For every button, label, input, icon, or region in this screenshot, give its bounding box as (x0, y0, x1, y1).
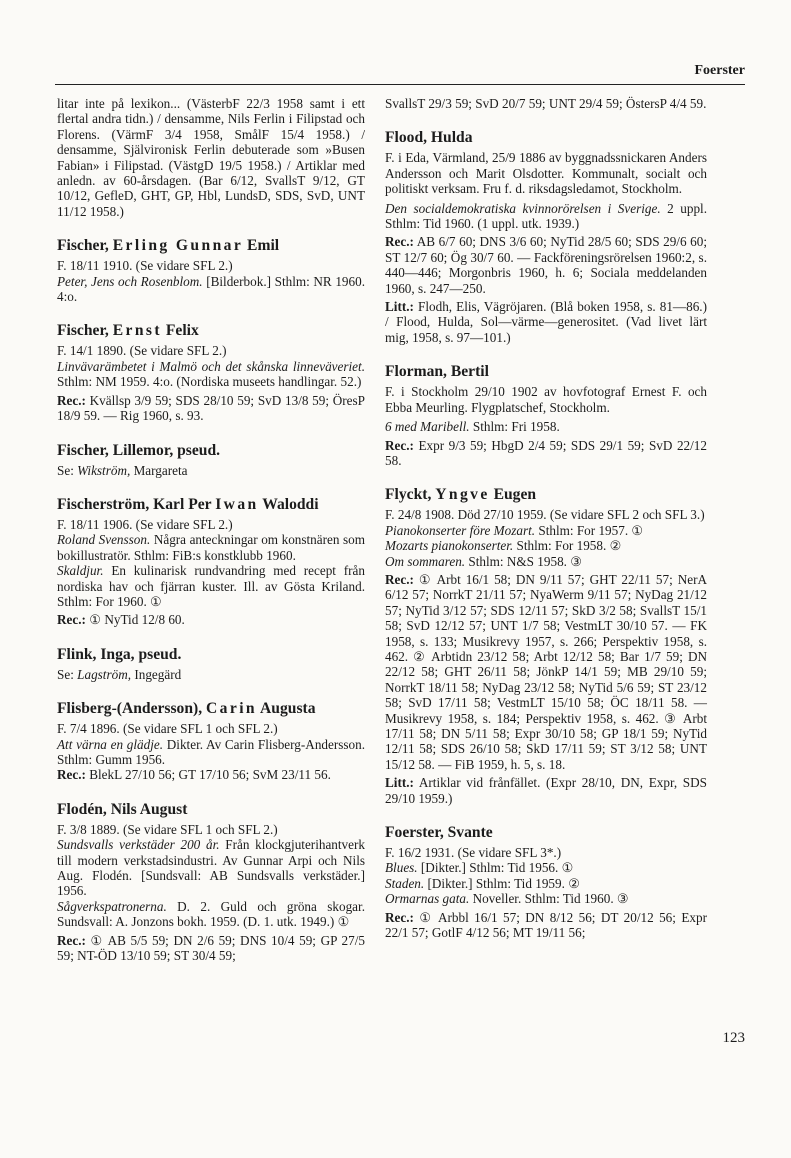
entry-reviews: Rec.: ① NyTid 12/8 60. (57, 612, 185, 628)
entry-birth: F. 3/8 1889. (Se vidare SFL 1 och SFL 2.) (57, 821, 278, 837)
entry-literature: Litt.: Artiklar vid frånfället. (Expr 28/10, DN, Expr, SDS 29/10 1959.) (385, 775, 707, 806)
entry-heading: Florman, Bertil (385, 363, 489, 381)
entry-work: Mozarts pianokonserter. Sthlm: For 1958. ② (385, 538, 622, 554)
page-number: 123 (722, 1030, 745, 1046)
entry-see-also: Se: Lagström, Ingegärd (57, 666, 182, 682)
entry-work: Ormarnas gata. Noveller. Sthlm: Tid 1960. ③ (385, 891, 629, 907)
entry-work: Sundsvalls verkstäder 200 år. Från klockgjuterihantverk till modern verkstadsindustri. Av Gunnar Arpi och Nils Aug. Flodén. [Sundsvall: AB Sundsvalls verkstäder.] 1956. (57, 837, 365, 899)
entry-heading: Fischer, Erling Gunnar Emil (57, 237, 280, 255)
entry-heading: Fischerström, Karl Per Iwan Waloddi (57, 495, 319, 513)
entry-heading: Foerster, Svante (385, 824, 493, 842)
entry-work: Om sommaren. Sthlm: N&S 1958. ③ (385, 553, 583, 569)
entry-reviews: Rec.: AB 6/7 60; DNS 3/6 60; NyTid 28/5 60; SDS 29/6 60; ST 12/7 60; Ög 30/7 60. — Fackföreningsrörelsen 1960:2, s. 440—446; Morgonbris 1960, h. 6; Sociala meddelanden 1960, s. 247—250. (385, 234, 707, 296)
entry-heading: Flyckt, Yngve Eugen (385, 486, 537, 504)
entry-work: Sågverkspatronerna. D. 2. Guld och gröna skogar. Sundsvall: A. Jonzons bokh. 1959. (D. 1. utk. 1949.) ① (57, 898, 365, 930)
entry-birth: F. 18/11 1906. (Se vidare SFL 2.) (57, 516, 233, 532)
entry-work: Peter, Jens och Rosenblom. [Bilderbok.] Sthlm: NR 1960. 4:o. (57, 273, 366, 305)
entry-birth: F. 14/1 1890. (Se vidare SFL 2.) (57, 343, 227, 359)
entry-reviews: Rec.: ① Arbbl 16/1 57; DN 8/12 56; DT 20/12 56; Expr 22/1 57; GotlF 4/12 56; MT 19/11 56; (385, 909, 707, 941)
entry-heading: Flink, Inga, pseud. (57, 645, 182, 663)
entry-work: Att värna en glädje. Dikter. Av Carin Flisberg-Andersson. Sthlm: Gumm 1956. (57, 736, 365, 767)
entry-reviews: Rec.: BlekL 27/10 56; GT 17/10 56; SvM 23/11 56. (57, 767, 331, 783)
entry-reviews: Rec.: Kvällsp 3/9 59; SDS 28/10 59; SvD 13/8 59; ÖresP 18/9 59. — Rig 1960, s. 93. (57, 392, 365, 424)
header-rule (55, 84, 745, 85)
entry-birth: F. 18/11 1910. (Se vidare SFL 2.) (57, 258, 233, 274)
entry-work: Linvävarämbetet i Malmö och det skånska linneväveriet. Sthlm: NM 1959. 4:o. (Nordiska museets handlingar. 52.) (57, 358, 365, 390)
entry-heading: Fischer, Ernst Felix (57, 322, 199, 340)
entry-birth: F. i Eda, Värmland, 25/9 1886 av byggnadssnickaren Anders Andersson och Marit Olsdotter. Kommunalt, socialt och politiskt verksam. Fru f. d. riksdagsledamot, Stockholm. (385, 150, 707, 197)
left-column (57, 96, 365, 963)
entry-work: Skaldjur. En kulinarisk rundvandring med recept från nordiska hav och fjärran kuster. Ill. av Gösta Kriland. Sthlm: For 1960. ① (57, 563, 365, 609)
entry-work: Pianokonserter före Mozart. Sthlm: For 1957. ① (385, 522, 644, 538)
entry-heading: Fischer, Lillemor, pseud. (57, 441, 221, 459)
entry-birth: F. 24/8 1908. Död 27/10 1959. (Se vidare SFL 2 och SFL 3.) (385, 507, 705, 523)
entry-heading: Flisberg-(Andersson), Carin Augusta (57, 700, 316, 718)
entry-literature: Litt.: Flodh, Elis, Vägröjaren. (Blå boken 1958, s. 81—86.) / Flood, Hulda, Sol—värme—generositet. (Vad livet lärt mig, 1958, s. 97—101.) (385, 299, 707, 345)
continued-text: SvallsT 29/3 59; SvD 20/7 59; UNT 29/4 59; ÖstersP 4/4 59. (385, 96, 707, 111)
entry-heading: Flood, Hulda (385, 129, 473, 147)
entry-reviews: Rec.: ① AB 5/5 59; DN 2/6 59; DNS 10/4 59; GP 27/5 59; NT-ÖD 13/10 59; ST 30/4 59; (57, 932, 365, 964)
entry-work: Staden. [Dikter.] Sthlm: Tid 1959. ② (385, 875, 581, 891)
entry-reviews: Rec.: Expr 9/3 59; HbgD 2/4 59; SDS 29/1 59; SvD 22/12 58. (385, 437, 707, 468)
continued-text: litar inte på lexikon... (VästerbF 22/3 1958 samt i ett flertal andra tidn.) / densamme, Nils Ferlin i Filipstad och Florens. (VärmF 3/4 1958, SmålF 15/4 1958.) / densamme, Självironisk Ferlin debuterade som »Busen Fabian» i Filipstad. (VästgD 19/5 1958.) / Artiklar med anledn. av 60-årsdagen. (Bar 6/12, SvallsT 9/12, GT 10/12, GefleD, GHT, GP, Hbl, LundsD, SDS, SvD, UNT 11/12 1958.) (57, 96, 365, 219)
right-column (385, 96, 707, 940)
entry-birth: F. 7/4 1896. (Se vidare SFL 1 och SFL 2.) (57, 721, 278, 737)
running-header: Foerster (694, 63, 745, 78)
entry-heading: Flodén, Nils August (57, 800, 188, 818)
entry-reviews: Rec.: ① Arbt 16/1 58; DN 9/11 57; GHT 22/11 57; NerA 6/12 57; NorrkT 21/11 57; NyaWerm 9/11 57; NyDag 21/12 57; NyTid 3/12 57; SDS 12/11 57; SkD 3/2 58; SvallsT 15/1 58; SvD 12/12 57; UNT 1/7 58; VestmLT 30/10 57. — FK 1958, s. 133; Musikrevy 1957, s. 266; Perspektiv 1958, s. 462. ② Arbtidn 23/12 58; Arbt 12/12 58; Bar 1/7 59; DN 22/12 58; GHT 26/11 58; JönkP 14/1 59; MB 29/10 59; NorrkT 18/11 58; NyDag 23/12 58; NyTid 5/6 59; ST 23/12 58; SvD 17/11 58; VestmLT 15/10 58; ÖC 18/11 58. — Musikrevy 1958, s. 184; Perspektiv 1958, s. 462. ③ Arbt 17/11 58; DN 5/11 58; Expr 30/10 58; GP 18/1 59; NyTid 12/11 58; SDS 26/10 58; SkD 17/11 59; ST 3/12 58; UNT 15/12 58. — FiB 1959, h. 5, s. 18. (385, 571, 707, 772)
entry-work: Blues. [Dikter.] Sthlm: Tid 1956. ① (385, 860, 574, 876)
entry-birth: F. i Stockholm 29/10 1902 av hovfotograf Ernest F. och Ebba Meurling. Flygplatschef, Stockholm. (385, 384, 707, 415)
entry-birth: F. 16/2 1931. (Se vidare SFL 3*.) (385, 845, 562, 861)
entry-work: 6 med Maribell. Sthlm: Fri 1958. (385, 419, 560, 435)
entry-work: Den socialdemokratiska kvinnorörelsen i Sverige. 2 uppl. Sthlm: Tid 1960. (1 uppl. utk. 1939.) (385, 200, 707, 232)
entry-work: Roland Svensson. Några anteckningar om konstnären som bokillustratör. Sthlm: FiB:s konstklubb 1960. (57, 532, 365, 563)
entry-see-also: Se: Wikström, Margareta (57, 462, 188, 478)
